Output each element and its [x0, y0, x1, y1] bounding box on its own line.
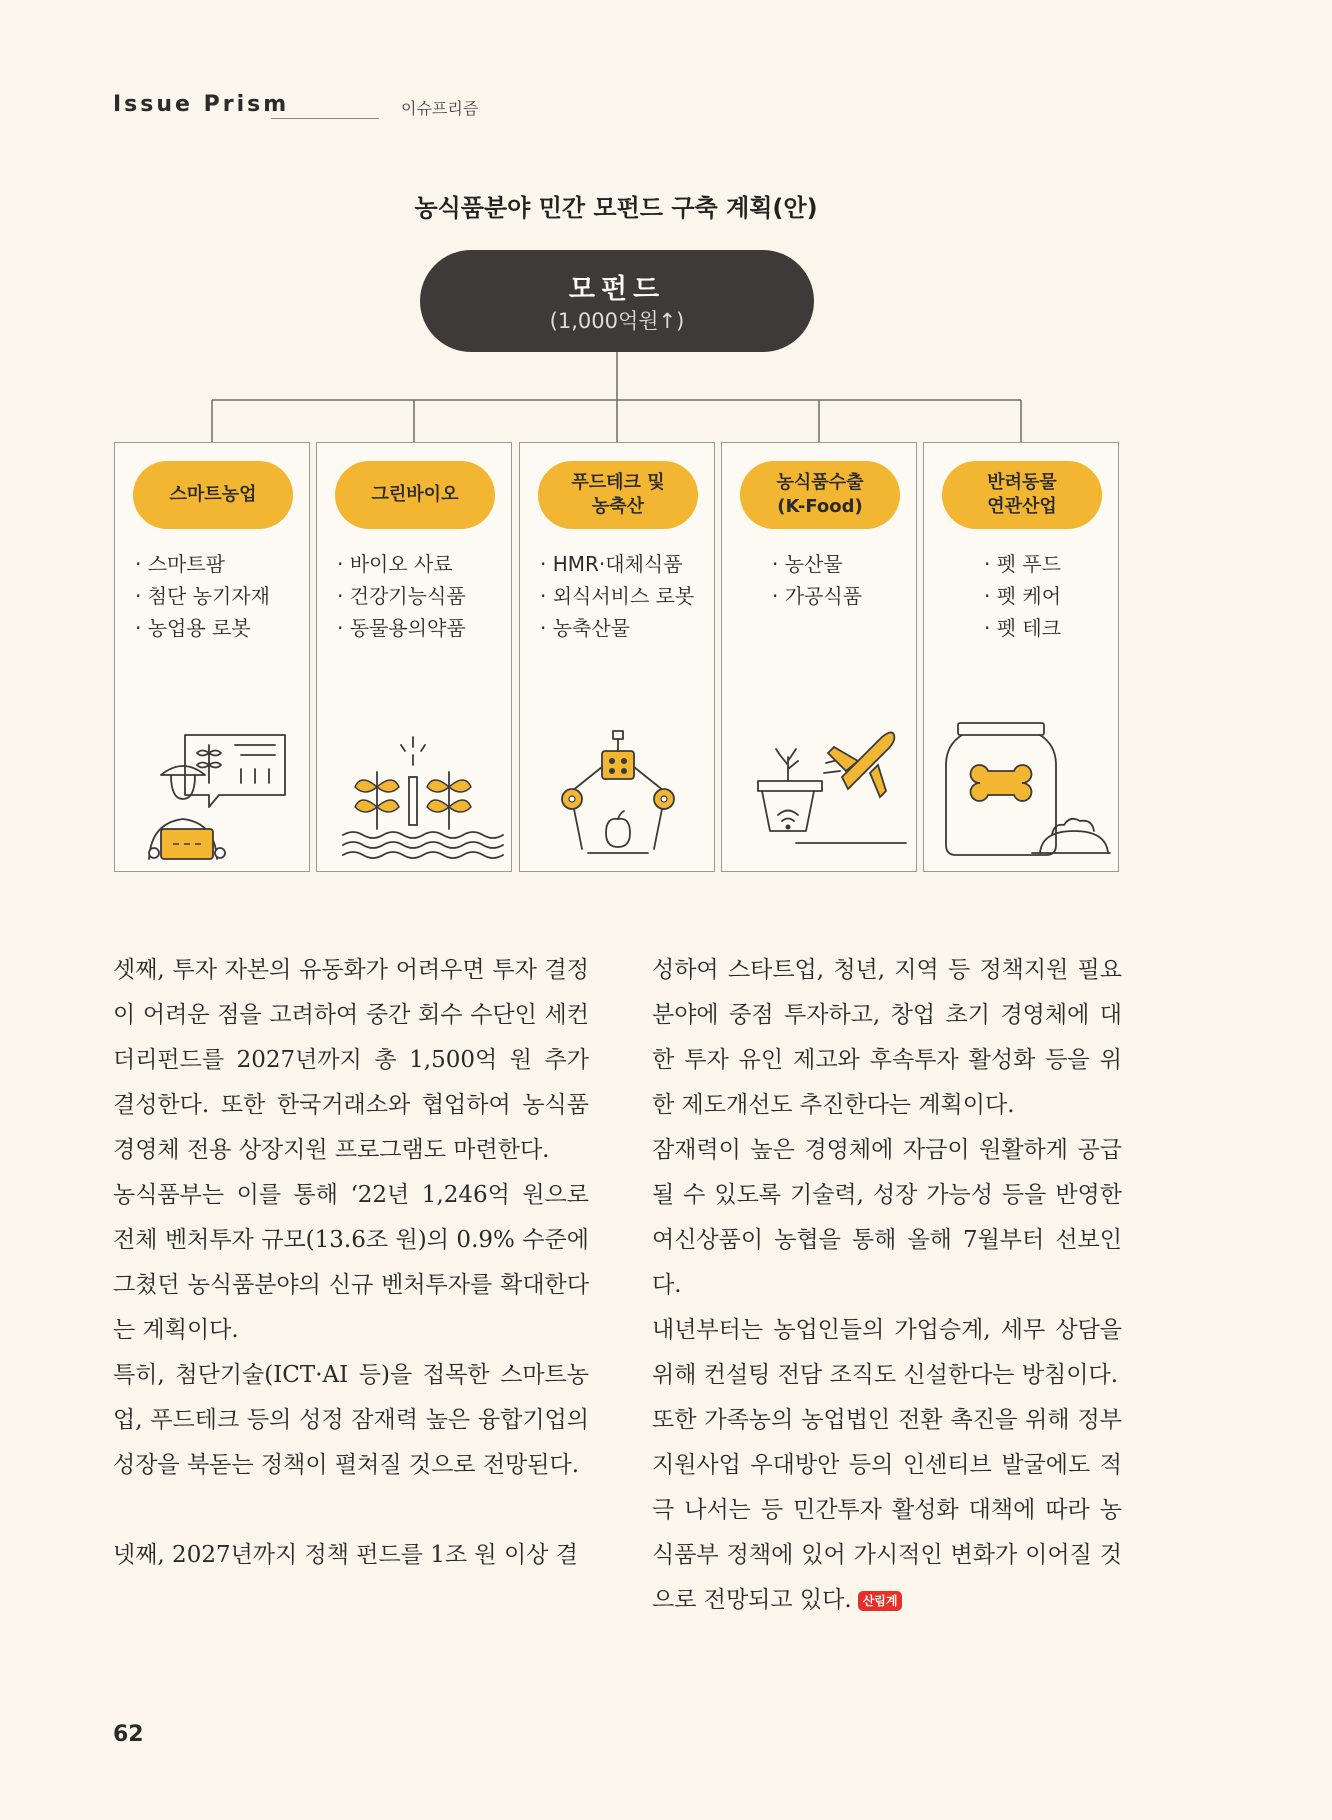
sector-card-pet-industry: [923, 442, 1119, 872]
sector-item: · 펫 테크: [984, 612, 1061, 644]
sector-item: · 첨단 농기자재: [135, 580, 270, 612]
page-number: 62: [113, 1722, 144, 1747]
body-paragraph: 성하여 스타트업, 청년, 지역 등 정책지원 필요분야에 중점 투자하고, 창업 초기 경영체에 대한 투자 유인 제고와 후속투자 활성화 등을 위한 제도개선도 추진한다는 계획이다.: [652, 957, 1122, 1118]
sector-item-list: [135, 548, 270, 644]
header-divider: [271, 118, 379, 119]
mother-fund-node: [420, 250, 814, 352]
pet-food-icon: [932, 717, 1112, 867]
airplane-plant-icon: [730, 717, 910, 867]
sector-title: 스마트농업: [133, 461, 293, 529]
robot-arm-icon: [528, 717, 708, 867]
sector-item: · 스마트팜: [135, 548, 270, 580]
sector-item: · 동물용의약품: [337, 612, 466, 644]
sector-item: · 펫 푸드: [984, 548, 1061, 580]
sector-item: · 농산물: [772, 548, 862, 580]
header-brand: Issue Prism: [113, 92, 290, 117]
sector-item: · 가공식품: [772, 580, 862, 612]
body-paragraph: 넷째, 2027년까지 정책 펀드를 1조 원 이상 결: [113, 1542, 578, 1568]
sector-item-list: [540, 548, 694, 644]
sector-item: · 펫 케어: [984, 580, 1061, 612]
body-paragraph: 잠재력이 높은 경영체에 자금이 원활하게 공급될 수 있도록 기술력, 성장 가능성 등을 반영한 여신상품이 농협을 통해 올해 7월부터 선보인다.: [652, 1137, 1122, 1298]
sector-item: · 건강기능식품: [337, 580, 466, 612]
sector-item: · 바이오 사료: [337, 548, 466, 580]
sector-item: · HMR·대체식품: [540, 548, 694, 580]
body-paragraph: 내년부터는 농업인들의 가업승계, 세무 상담을 위해 컨설팅 전담 조직도 신설한다는 방침이다.: [652, 1317, 1122, 1388]
plant-sprout-icon: [325, 717, 505, 867]
body-paragraph-text: 또한 가족농의 농업법인 전환 촉진을 위해 정부 지원사업 우대방안 등의 인센티브 발굴에도 적극 나서는 등 민간투자 활성화 대책에 따라 농식품부 정책에 있어 가시적인 변화가 이어질 것으로 전망되고 있다.: [652, 1407, 1122, 1613]
farmer-laptop-icon: [123, 717, 303, 867]
sector-item: · 농축산물: [540, 612, 694, 644]
sector-item-list: [772, 548, 862, 612]
sector-card-kfood-export: [721, 442, 917, 872]
body-paragraph: 농식품부는 이를 통해 ‘22년 1,246억 원으로 전체 벤처투자 규모(13.6조 원)의 0.9% 수준에 그쳤던 농식품분야의 신규 벤처투자를 확대한다는 계획이다.: [113, 1182, 589, 1343]
sector-card-smart-farming: [114, 442, 310, 872]
sector-card-green-bio: [316, 442, 512, 872]
body-paragraph: 셋째, 투자 자본의 유동화가 어려우면 투자 결정이 어려운 점을 고려하여 중간 회수 수단인 세컨더리펀드를 2027년까지 총 1,500억 원 추가 결성한다. 또한 한국거래소와 협업하여 농식품 경영체 전용 상장지원 프로그램도 마련한다.: [113, 957, 589, 1163]
sector-item: · 농업용 로봇: [135, 612, 270, 644]
body-column-left: [113, 948, 589, 1578]
sector-title: 농식품수출 (K-Food): [740, 461, 900, 529]
sector-item: · 외식서비스 로봇: [540, 580, 694, 612]
sector-title: 반려동물 연관산업: [942, 461, 1102, 529]
body-column-right: [652, 948, 1122, 1623]
mother-fund-name: 모펀드: [568, 274, 666, 305]
sector-title: 푸드테크 및 농축산: [538, 461, 698, 529]
sector-card-foodtech: [519, 442, 715, 872]
sector-item-list: [984, 548, 1061, 644]
diagram-title: 농식품분야 민간 모펀드 구축 계획(안): [414, 194, 818, 222]
header-section: 이슈프리즘: [401, 99, 479, 118]
sector-title: 그린바이오: [335, 461, 495, 529]
body-paragraph-last: [652, 1398, 1122, 1623]
end-mark-badge: 산림계: [858, 1591, 903, 1611]
mother-fund-amount: (1,000억원↑): [549, 309, 685, 333]
body-paragraph: 특히, 첨단기술(ICT·AI 등)을 접목한 스마트농업, 푸드테크 등의 성정 잠재력 높은 융합기업의 성장을 북돋는 정책이 펼쳐질 것으로 전망된다.: [113, 1362, 589, 1478]
sector-item-list: [337, 548, 466, 644]
